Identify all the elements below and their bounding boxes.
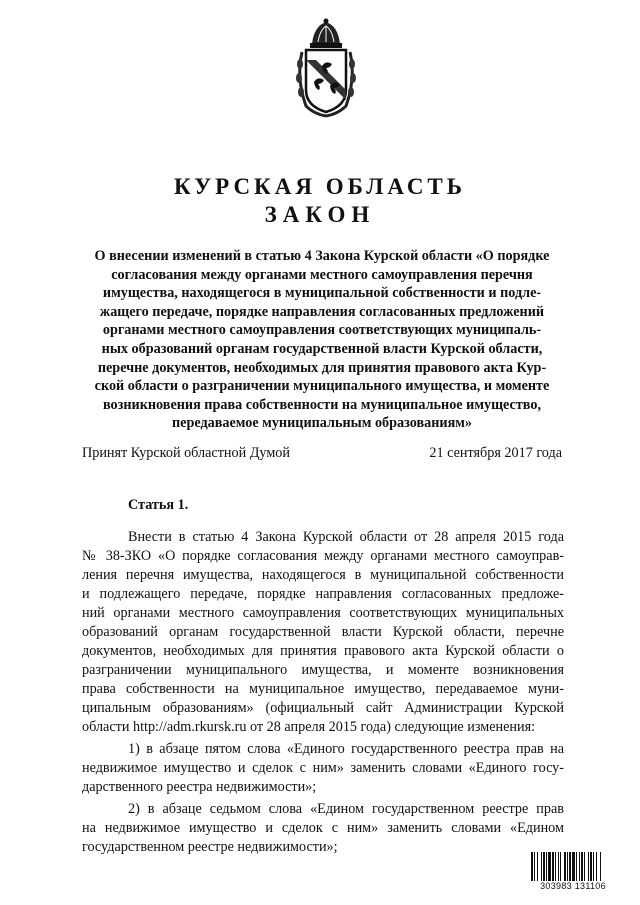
text-line: 2) в абзаце седьмом слова «Едином государственном реестре прав	[128, 801, 564, 817]
law-title-line: ской области о разграничении муниципального имущества, и моменте	[94, 378, 550, 395]
law-title-line: органами местного самоуправления соответствующих муниципаль-	[102, 322, 542, 339]
barcode-bar	[564, 852, 566, 882]
barcode-bar	[572, 852, 575, 882]
article-heading: Статья 1.	[128, 497, 189, 513]
barcode-bar	[531, 852, 533, 882]
region-heading: КУРСКАЯ ОБЛАСТЬ	[174, 174, 466, 199]
law-title	[82, 247, 562, 433]
barcode-bar	[569, 852, 571, 882]
barcode-bar	[596, 852, 597, 882]
text-line: государственном реестре недвижимости»;	[82, 839, 338, 855]
text-line: недвижимое имущество и сделок с ним» заменить словами «Единого госу-	[82, 760, 564, 776]
barcode-bar	[552, 852, 554, 882]
law-title-line: жащего передаче, порядке направления согласованных предложений	[99, 303, 545, 320]
barcode-bar	[593, 852, 594, 882]
barcode-bar	[567, 852, 568, 882]
law-title-line: согласования между органами местного самоуправления перечня	[111, 266, 533, 283]
text-line: дарственного реестра недвижимости»;	[82, 779, 317, 795]
barcode-bar	[537, 852, 538, 882]
barcode-number: 303983 131106	[530, 881, 616, 892]
barcode-bar	[579, 852, 580, 882]
text-line: Внести в статью 4 Закона Курской области от 28 апреля 2015 года	[128, 529, 564, 545]
law-title-line: передаваемое муниципальным образованиям»	[171, 415, 473, 432]
law-title-line: имущества, находящегося в муниципальной собственности и подле-	[102, 285, 542, 302]
text-line: разграничении муниципального имущества, и моменте возникновения	[82, 662, 564, 678]
text-line: № 38-ЗКО «О порядке согласования между органами местного самоуправ-	[82, 548, 564, 564]
barcode-bar	[590, 852, 592, 882]
barcode-bar	[584, 852, 585, 882]
text-line: и подлежащего передаче, порядке направления согласованных предложе-	[82, 586, 564, 602]
law-title-line: возникновения права собственности на муниципальное имущество,	[102, 396, 542, 413]
crown-icon	[310, 19, 342, 49]
law-title-line: ных образований органам государственной власти Курской области,	[101, 340, 543, 357]
text-line: документов, необходимых для принятия правового акта Курской области о	[82, 643, 564, 659]
text-line: ципальным образованиям» (официальный сайт Администрации Курской	[82, 700, 564, 716]
text-line: права собственности на муниципальное имущество, передаваемое муни-	[82, 681, 564, 697]
barcode-bar	[581, 852, 583, 882]
article-intro-paragraph	[82, 528, 564, 737]
document-type-heading: ЗАКОН	[264, 202, 376, 227]
barcode-bar	[543, 852, 545, 882]
barcode-bar	[576, 852, 577, 882]
text-line: 1) в абзаце пятом слова «Единого государственного реестра прав на	[128, 741, 564, 757]
adoption-date: 21 сентября 2017 года	[429, 445, 562, 461]
barcode-bar	[541, 852, 542, 882]
amendment-item-1	[82, 740, 564, 797]
article-body	[82, 528, 564, 860]
barcode-bar	[548, 852, 551, 882]
text-line: ления перечня имущества, находящегося в муниципальной собственности	[82, 567, 564, 583]
text-line: на недвижимое имущество и сделок с ним» заменить словами «Едином	[82, 820, 564, 836]
text-line: области http://adm.rkursk.ru от 28 апреля 2015 года) следующие изменения:	[82, 719, 536, 735]
text-line: ний органами местного самоуправления соответствующих муниципальных	[82, 605, 564, 621]
barcode-bar	[558, 852, 559, 882]
barcode-bar	[600, 852, 601, 882]
coat-of-arms-emblem	[292, 18, 360, 118]
text-line: образований органам государственной власти Курской области, перечне	[82, 624, 564, 640]
barcode-bar	[555, 852, 556, 882]
barcode-bar	[534, 852, 535, 882]
amendment-item-2	[82, 800, 564, 857]
law-title-line: О внесении изменений в статью 4 Закона Курской области «О порядке	[94, 248, 550, 264]
law-title-line: перечне документов, необходимых для принятия правового акта Кур-	[97, 359, 547, 376]
barcode-bar	[560, 852, 561, 882]
barcode-bar	[588, 852, 589, 882]
adopted-by-text: Принят Курской областной Думой	[82, 445, 290, 461]
barcode-bar	[546, 852, 547, 882]
